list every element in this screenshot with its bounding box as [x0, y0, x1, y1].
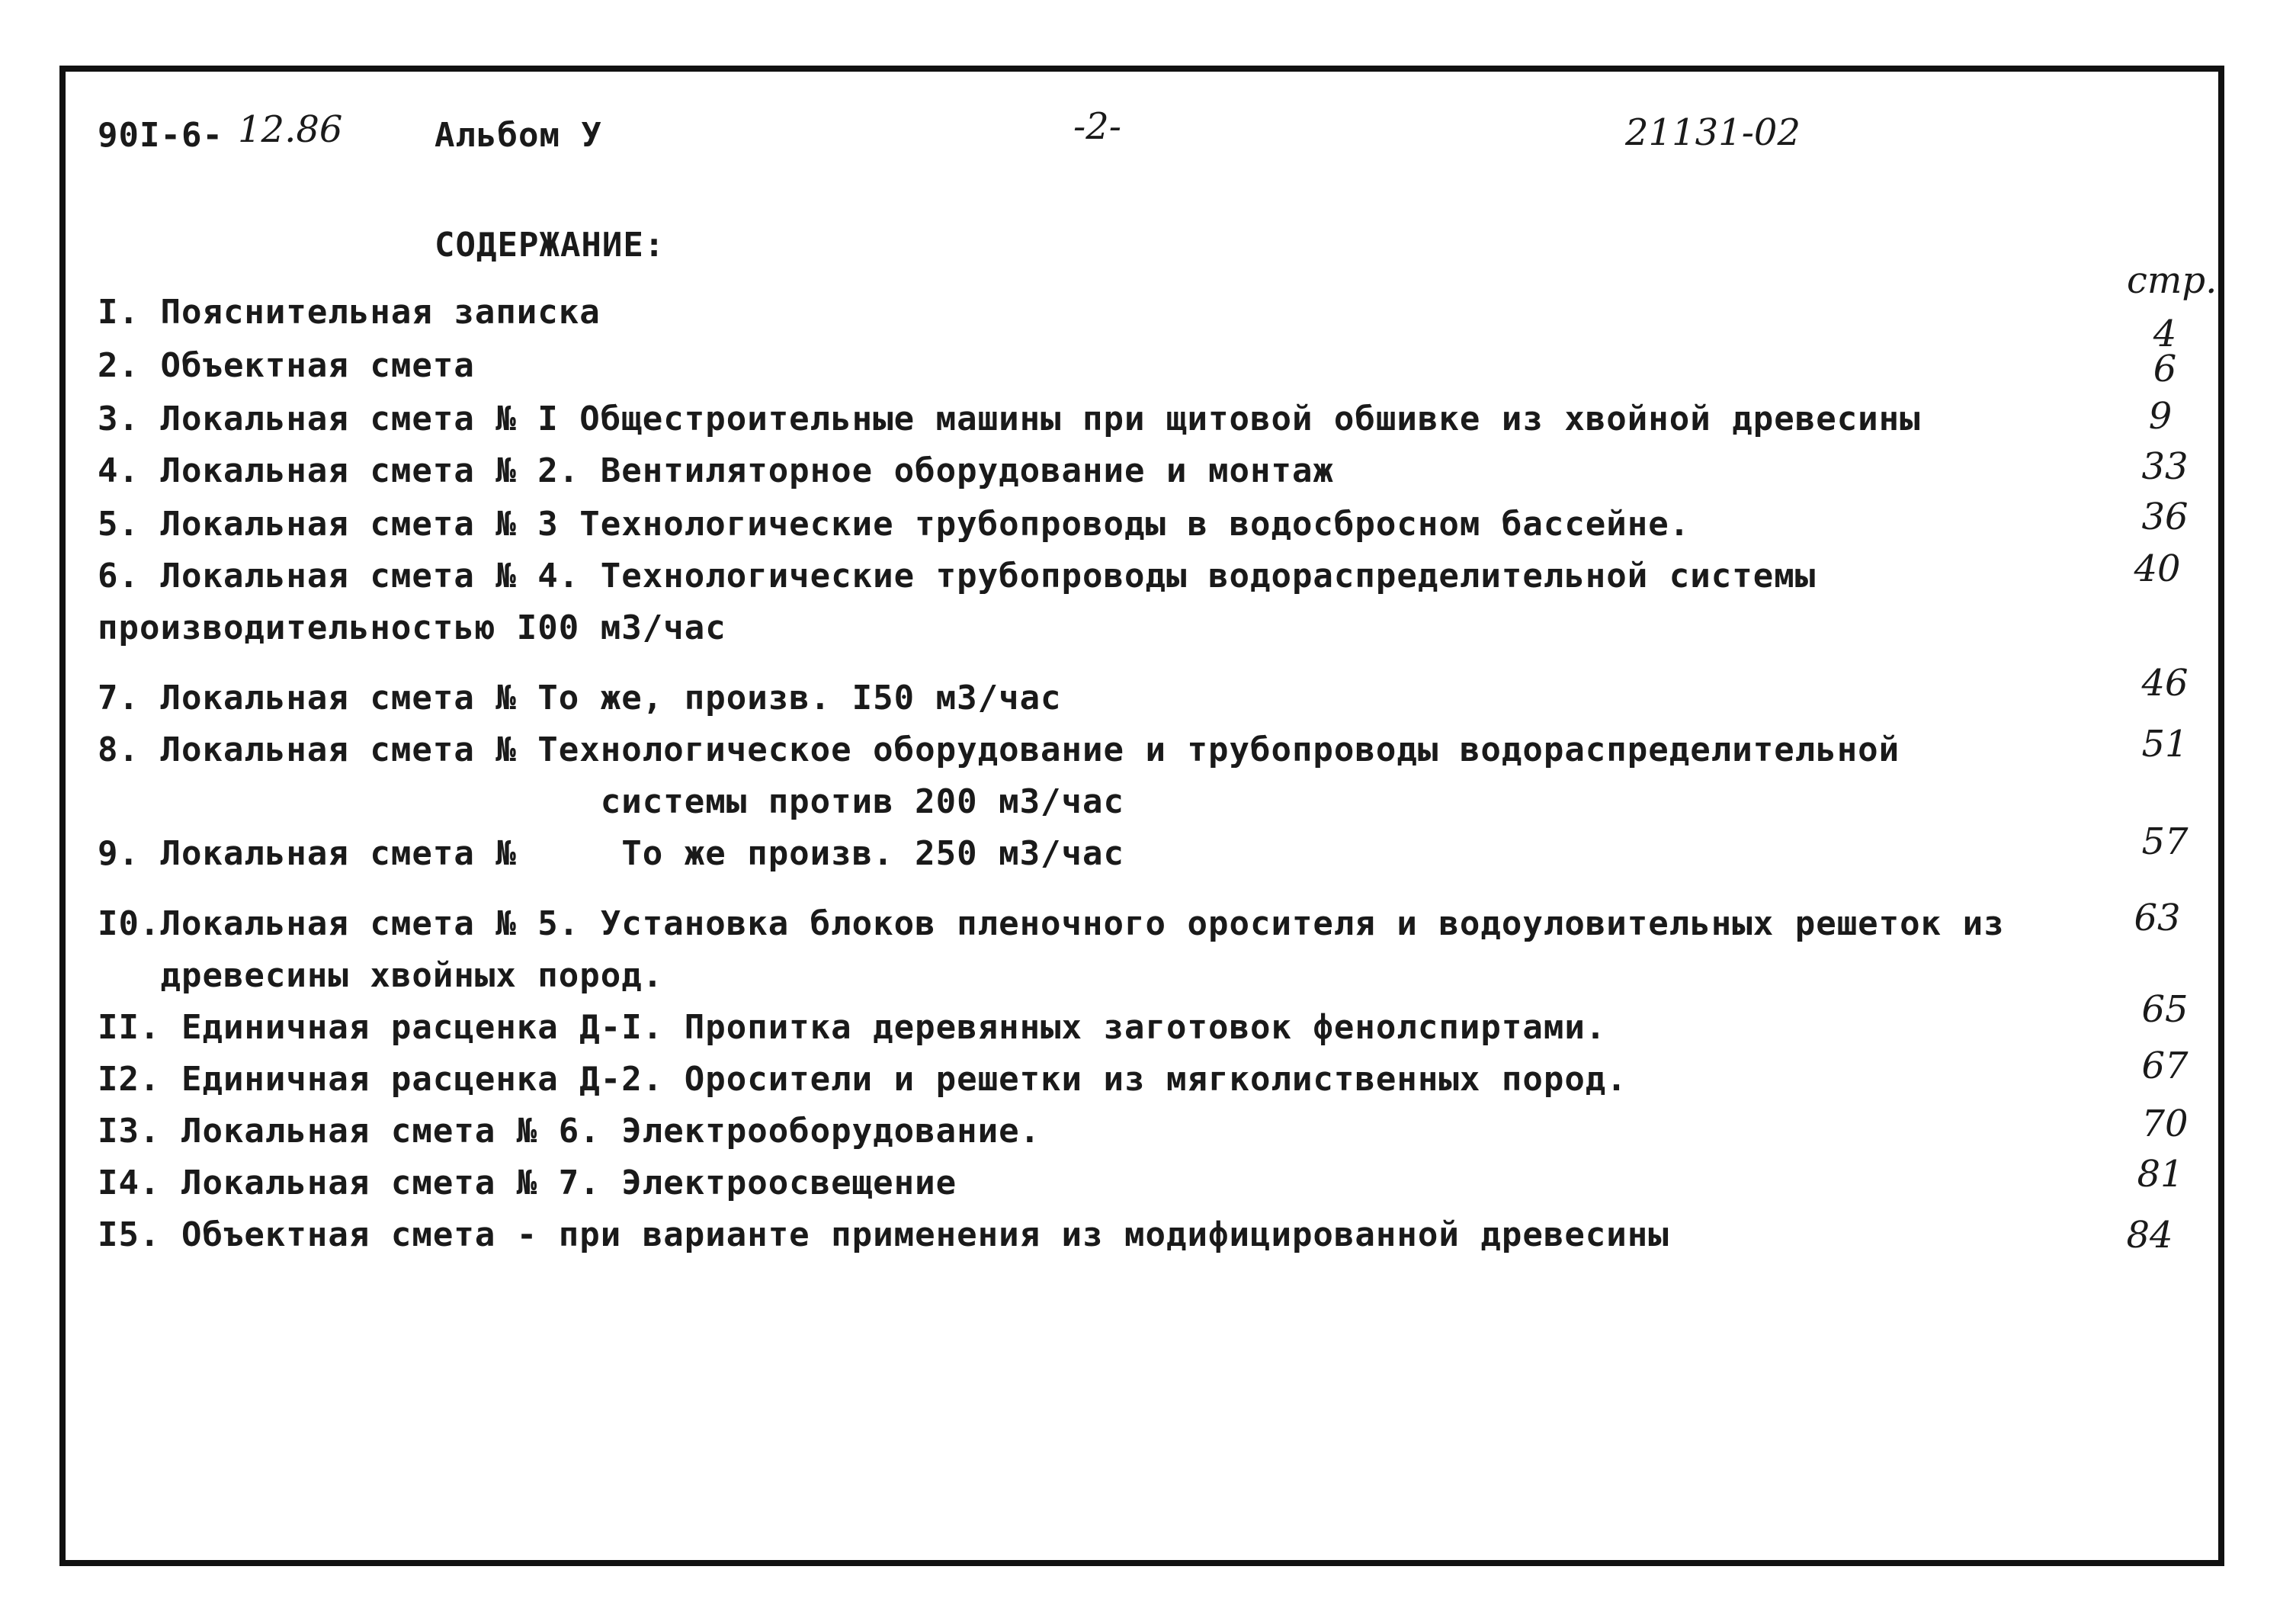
page-column-label: стр.: [2127, 259, 2217, 302]
entry-page: 65: [2141, 988, 2189, 1031]
contents-entry: I2. Единичная расценка Д-2. Оросители и решетки из мягколиственных пород.: [98, 1060, 1627, 1099]
contents-entry: 2. Объектная смета: [98, 346, 475, 385]
entry-page: 57: [2141, 820, 2189, 863]
doc-code-handwritten: 12.86: [238, 108, 343, 151]
contents-entry: I5. Объектная смета - при варианте применения из модифицированной древесины: [98, 1215, 1669, 1254]
contents-entry: 8. Локальная смета № Технологическое оборудование и трубопроводы водораспределительной: [98, 730, 1900, 769]
entry-page: 46: [2141, 662, 2189, 705]
entry-page: 4: [2153, 313, 2177, 355]
doc-code-printed: 90I-6-: [98, 116, 223, 155]
contents-title: СОДЕРЖАНИЕ:: [435, 226, 665, 265]
contents-entry: II. Единичная расценка Д-I. Пропитка деревянных заготовок фенолспиртами.: [98, 1008, 1607, 1047]
entry-page: 33: [2141, 445, 2189, 488]
project-code: 21131-02: [1625, 111, 1801, 154]
contents-entry-continuation: производительностью I00 м3/час: [98, 608, 726, 647]
page-number: -2-: [1073, 105, 1121, 148]
entry-page: 84: [2126, 1214, 2173, 1257]
contents-entry: I4. Локальная смета № 7. Электроосвещение: [98, 1164, 957, 1202]
contents-entry: 9. Локальная смета № То же произв. 250 м3/час: [98, 834, 1125, 873]
entry-page: 9: [2148, 395, 2173, 438]
contents-entry: I. Пояснительная записка: [98, 293, 601, 332]
entry-page: 6: [2153, 348, 2177, 390]
entry-page: 51: [2141, 723, 2189, 766]
entry-page: 40: [2134, 547, 2181, 590]
entry-page: 63: [2134, 897, 2181, 939]
contents-entry: 4. Локальная смета № 2. Вентиляторное оборудование и монтаж: [98, 451, 1334, 490]
contents-entry: 7. Локальная смета № То же, произв. I50 м3/час: [98, 679, 1062, 717]
contents-entry: I3. Локальная смета № 6. Электрооборудование.: [98, 1112, 1041, 1151]
entry-page: 81: [2137, 1153, 2184, 1196]
entry-page: 36: [2141, 496, 2189, 538]
entry-page: 67: [2141, 1045, 2189, 1087]
album-label: Альбом У: [435, 116, 602, 155]
entry-page: 70: [2141, 1103, 2189, 1145]
contents-entry: 3. Локальная смета № I Общестроительные машины при щитовой обшивке из хвойной древесины: [98, 400, 1921, 438]
contents-entry: 6. Локальная смета № 4. Технологические трубопроводы водораспределительной системы: [98, 557, 1817, 595]
contents-entry-continuation: системы против 200 м3/час: [98, 782, 1125, 821]
contents-entry: I0.Локальная смета № 5. Установка блоков пленочного оросителя и водоуловительных решеток из: [98, 904, 2005, 943]
contents-entry: 5. Локальная смета № 3 Технологические трубопроводы в водосбросном бассейне.: [98, 505, 1691, 544]
contents-entry-continuation: древесины хвойных пород.: [98, 956, 664, 995]
